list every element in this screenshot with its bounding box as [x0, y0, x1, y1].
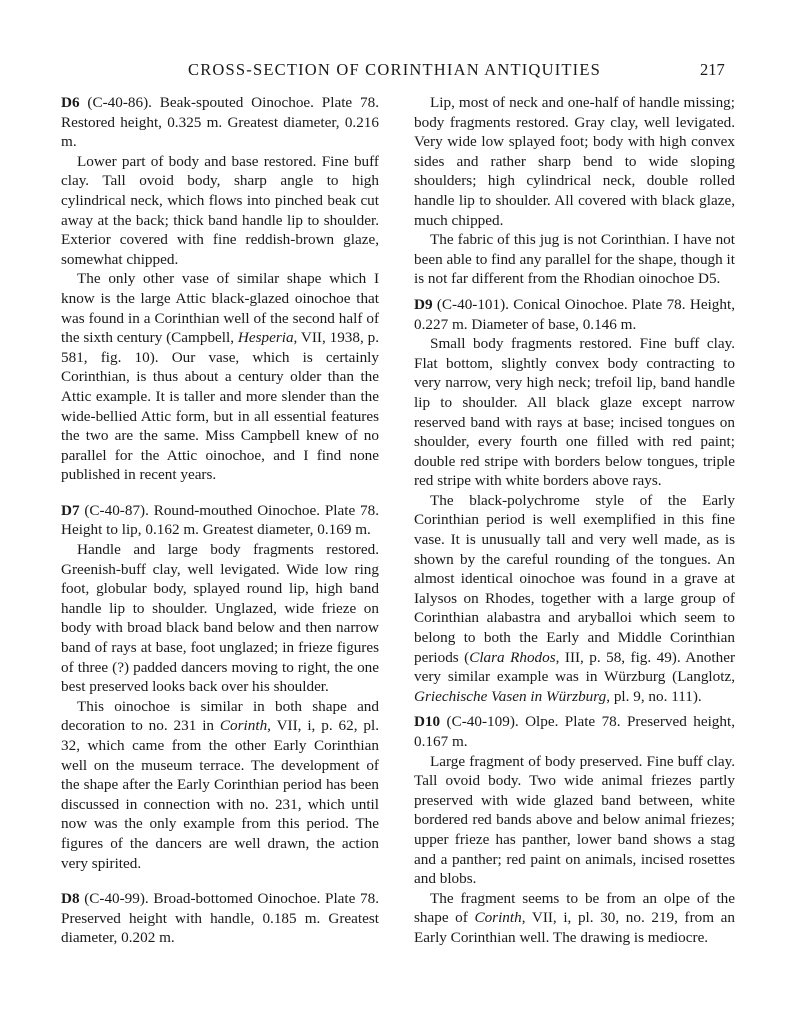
entry-d9-catalog: (C-40-101). Conical Oinochoe. Plate 78. Height, 0.227 m. Diameter of base, 0.146 m. [414, 295, 735, 333]
entry-d6-catalog: (C-40-86). Beak-spouted Oinochoe. Plate 78. Restored height, 0.325 m. Greatest diameter, 0.216 m. [61, 94, 379, 151]
entry-d8-description: Lip, most of neck and one-half of handle missing; body fragments restored. Gray clay, well levigated. Very wide low splayed foot; body with high convex sides and rather sharp bend to wide sloping shoulders; high cylindrical neck, double rolled handle lip to shoulder. All covered with black glaze, much chipped. [414, 94, 735, 229]
entry-d10-commentary-text-a: The fragment seems to be from an olpe of the shape of [414, 889, 735, 927]
entry-d6-commentary [61, 269, 379, 485]
entry-d9-number: D9 [414, 295, 433, 313]
entry-d9-description: Small body fragments restored. Fine buff clay. Flat bottom, slightly convex body contracting to very narrow, very high neck; trefoil lip, band handle lip to shoulder. All black glaze except narrow reserved band with rays at base; incised tongues on shoulder, every fourth one filled with red paint; double red stripe with borders below tongues, triple red stripe with white borders above rays. [414, 335, 735, 490]
entry-d6-commentary-text-a: The only other vase of similar shape which I know is the large Attic black-glazed oinochoe that was found in a Corinthian well of the second half of the sixth century (Campbell, [61, 270, 379, 347]
entry-d7-commentary [61, 697, 379, 873]
entry-d8-heading [61, 889, 379, 948]
entry-d10-description: Large fragment of body preserved. Fine buff clay. Tall ovoid body. Two wide animal friezes partly preserved with wide glazed band between, white bordered red bands above and below animal friezes; upper frieze has panther, lower band shows a stag and a panther; red paint on animals, incised rosettes and blobs. [414, 752, 735, 888]
entry-d9-citation-title-1: Clara Rhodos [469, 648, 556, 666]
entry-d10-catalog: (C-40-109). Olpe. Plate 78. Preserved height, 0.167 m. [414, 713, 735, 750]
entry-d6-heading [61, 93, 379, 152]
right-column [414, 93, 735, 948]
entry-d9-heading [414, 295, 735, 334]
entry-d9-commentary-text-b: , III, p. 58, fig. 49). Another very similar example was in Würzburg (Langlotz, [414, 648, 736, 686]
entry-d6-citation-title: Hesperia [237, 329, 294, 347]
running-title: CROSS-SECTION OF CORINTHIAN ANTIQUITIES [188, 60, 602, 79]
entry-d9-commentary-text-a: The black-polychrome style of the Early Corinthian period is well exemplified in this fine vase. It is unusually tall and very well made, as is shown by the careful rounding of the tongues. An almost identical oinochoe was found in a grave at Ialysos on Rhodes, together with a large group of Corinthian alabastra and aryballoi which seem to belong to both the Early and Middle Corinthian periods ( [414, 491, 735, 666]
entry-d7-catalog: (C-40-87). Round-mouthed Oinochoe. Plate 78. Height to lip, 0.162 m. Greatest diameter, 0.169 m. [61, 501, 379, 539]
entry-d10-number: D10 [414, 713, 441, 731]
page-number: 217 [700, 60, 725, 79]
entry-d9-citation-title-2: Griechische Vasen in Würzburg [414, 687, 607, 705]
left-column [61, 93, 379, 948]
entry-d7-description: Handle and large body fragments restored. Greenish-buff clay, well levigated. Wide low ring foot, globular body, splayed round lip, high band handle lip to shoulder. Unglazed, wide frieze on body with broad black band below and then narrow band of rays at base, foot unglazed; in frieze figures of three (?) padded dancers moving to right, the one best preserved looks back over his shoulder. [61, 541, 379, 696]
entry-d7-number: D7 [61, 501, 80, 519]
entry-d7-heading [61, 501, 379, 540]
entry-d6-number: D6 [61, 94, 80, 111]
entry-d10-commentary [414, 889, 735, 948]
entry-d8-catalog: (C-40-99). Broad-bottomed Oinochoe. Plate 78. Preserved height with handle, 0.185 m. Greatest diameter, 0.202 m. [61, 890, 379, 947]
entry-d10-citation-title: Corinth [474, 909, 522, 927]
entry-d7-commentary-text-a: This oinochoe is similar in both shape and decoration to no. 231 in [61, 697, 379, 735]
entry-d9-commentary-text-c: , pl. 9, no. 111). [606, 687, 702, 705]
entry-d9-commentary [414, 491, 735, 707]
entry-d8-number: D8 [61, 890, 80, 908]
entry-d10-commentary-text-b: , VII, i, pl. 30, no. 219, from an Early Corinthian well. The drawing is mediocre. [414, 909, 736, 946]
running-head [0, 60, 792, 82]
entry-d6-description: Lower part of body and base restored. Fine buff clay. Tall ovoid body, sharp angle to high cylindrical neck, which flows into pinched beak cut away at the back; thick band handle lip to shoulder. Exterior covered with fine reddish-brown glaze, somewhat chipped. [61, 152, 379, 268]
entry-d10-heading [414, 712, 735, 751]
entry-d6-commentary-text-b: , VII, 1938, p. 581, fig. 10). Our vase, which is certainly Corinthian, is thus about a century older than the Attic example. It is taller and more slender than the wide-bellied Attic form, but in all essential features the two are the same. Miss Campbell knew of no parallel for the Attic oinochoe, and I find none published in recent years. [61, 329, 379, 484]
entry-d8-commentary: The fabric of this jug is not Corinthian. I have not been able to find any parallel for the shape, though it is not far different from the Rhodian oinochoe D5. [414, 231, 735, 288]
entry-d7-citation-title: Corinth [219, 717, 268, 735]
entry-d7-commentary-text-b: , VII, i, p. 62, pl. 32, which came from the other Early Corinthian well on the museum terrace. The development of the shape after the Early Corinthian period has been discussed in connection with no. 231, which until now was the only example from this period. The figures of the dancers are well drawn, the action very spirited. [61, 717, 379, 872]
